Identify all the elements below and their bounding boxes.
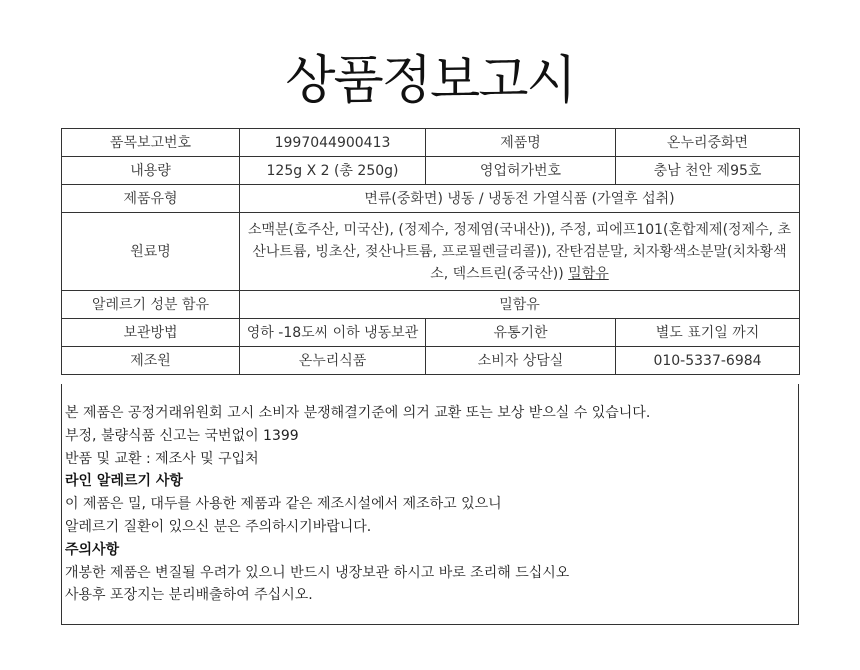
caution-heading: 주의사항 [65,541,120,558]
ingredients-value [240,213,800,291]
maker-label: 제조원 [62,347,240,375]
product-name-label: 제품명 [426,129,616,157]
notice-line: 개봉한 제품은 변질될 우려가 있으니 반드시 냉장보관 하시고 바로 조리해 드십시오 [65,564,570,581]
notice-line: 알레르기 질환이 있으신 분은 주의하시기바랍니다. [65,518,372,535]
storage-label: 보관방법 [62,319,240,347]
license-value: 충남 천안 제95호 [616,157,800,185]
type-value: 면류(중화면) 냉동 / 냉동전 가열식품 (가열후 섭취) [240,185,800,213]
cs-value: 010-5337-6984 [616,347,800,375]
notice-line: 본 제품은 공정거래위원회 고시 소비자 분쟁해결기준에 의거 교환 또는 보상 받으실 수 있습니다. [65,405,651,421]
report-no-value: 1997044900413 [240,129,426,157]
volume-label: 내용량 [62,157,240,185]
notice-line: 이 제품은 밀, 대두를 사용한 제품과 같은 제조시설에서 제조하고 있으니 [65,496,502,513]
product-name-value: 온누리중화면 [616,129,800,157]
notice-line: 부정, 불량식품 신고는 국번없이 1399 [65,427,299,444]
ingredients-label: 원료명 [62,213,240,291]
type-label: 제품유형 [62,185,240,213]
cs-label: 소비자 상담실 [426,347,616,375]
shelf-label: 유통기한 [426,319,616,347]
notice-box [61,384,799,625]
allergen-value: 밀함유 [240,291,800,319]
table-row [62,319,800,347]
table-row [62,347,800,375]
product-info-table [61,128,800,375]
notice-line: 반품 및 교환 : 제조사 및 구입처 [65,450,259,467]
table-row [62,185,800,213]
license-label: 영업허가번호 [426,157,616,185]
maker-value: 온누리식품 [240,347,426,375]
storage-value: 영하 -18도씨 이하 냉동보관 [240,319,426,347]
page-title: 상품정보고시 [285,51,575,111]
allergy-heading: 라인 알레르기 사항 [65,473,183,490]
allergen-label: 알레르기 성분 함유 [62,291,240,319]
notice-line: 사용후 포장지는 분리배출하여 주십시오. [65,587,313,604]
volume-value: 125g X 2 (총 250g) [240,157,426,185]
ingredients-text: 소맥분(호주산, 미국산), (정제수, 정제염(국내산)), 주정, 피에프101(혼합제제(정제수, 초산나트륨, 빙초산, 젖산나트륨, 프로필렌글리콜)), 잔탄검분말, 치자황색소분말(치차황색소, 덱스트린(중국산)) [247,221,792,282]
shelf-value: 별도 표기일 까지 [616,319,800,347]
table-row [62,291,800,319]
table-row [62,129,800,157]
report-no-label: 품목보고번호 [62,129,240,157]
ingredients-allergen: 밀함유 [568,265,609,282]
table-row [62,157,800,185]
table-row [62,213,800,291]
